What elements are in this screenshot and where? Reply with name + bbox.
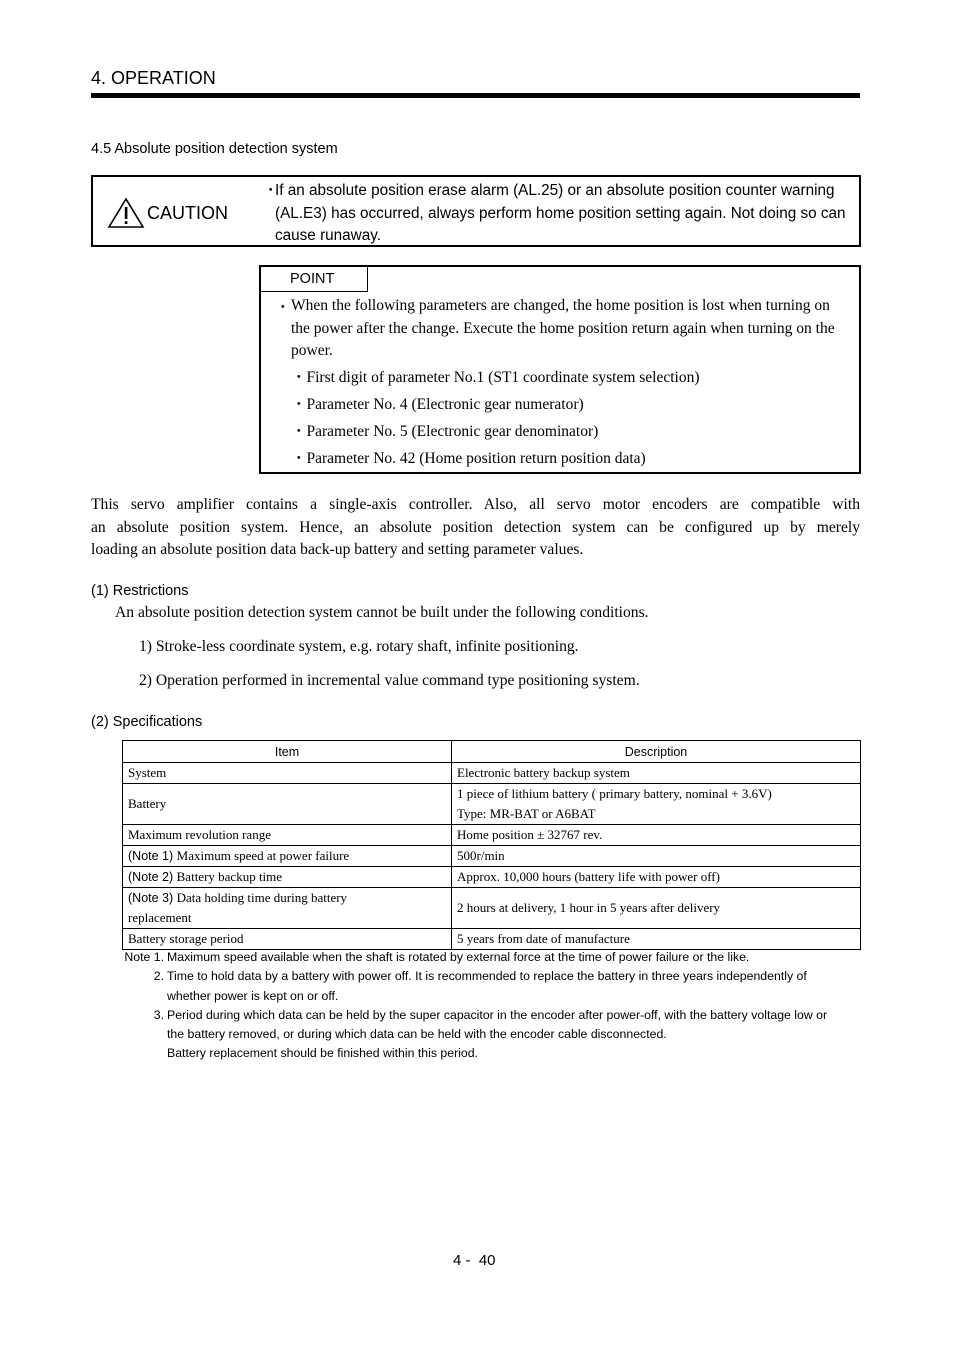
table-notes: [124, 948, 864, 1064]
description-cell: [452, 929, 861, 950]
note-item: [124, 948, 864, 967]
note-text: Time to hold data by a battery with power off. It is recommended to replace the battery in three years independently of: [167, 969, 807, 984]
description-text: 500r/min: [457, 848, 505, 863]
page-number: 4 - 40: [453, 1252, 496, 1269]
note-text: Battery replacement should be finished within this period.: [167, 1046, 479, 1061]
table-row: [123, 888, 861, 929]
description-text: Home position ± 32767 rev.: [457, 827, 603, 842]
item-text: Battery storage period: [128, 931, 244, 946]
note-number: 2.: [153, 969, 164, 984]
item-text: Maximum speed at power failure: [176, 848, 350, 863]
note-text: whether power is kept on or off.: [167, 988, 339, 1003]
note-reference: (Note 1): [128, 849, 177, 863]
item-text: Battery backup time: [176, 869, 283, 884]
item-cell: [123, 784, 452, 825]
description-text: 1 piece of lithium battery ( primary battery, nominal + 3.6V): [457, 786, 772, 801]
caution-bullet: ・: [263, 182, 279, 199]
chapter-rule: [91, 93, 860, 98]
table-row: [123, 825, 861, 846]
point-label: POINT: [290, 271, 335, 287]
point-item: ・Parameter No. 5 (Electronic gear denominator): [291, 423, 599, 440]
caution-label: CAUTION: [147, 202, 228, 223]
note-text: Period during which data can be held by the super capacitor in the encoder after power-off, with the battery voltage low or: [167, 1007, 828, 1022]
chapter-title: 4. OPERATION: [91, 68, 216, 88]
item-cell: [123, 867, 452, 888]
note-text: Maximum speed available when the shaft is rotated by external force at the time of power failure or the like.: [167, 950, 750, 964]
point-item: ・First digit of parameter No.1 (ST1 coordinate system selection): [291, 369, 700, 386]
item-cell: [123, 825, 452, 846]
description-text: Approx. 10,000 hours (battery life with power off): [457, 869, 720, 884]
note-reference: (Note 2): [128, 870, 177, 884]
restrictions-intro: An absolute position detection system cannot be built under the following conditions.: [115, 604, 649, 621]
item-cell: [123, 929, 452, 950]
item-cell: [123, 846, 452, 867]
description-text: 2 hours at delivery, 1 hour in 5 years after delivery: [457, 900, 721, 915]
item-text: replacement: [128, 910, 192, 925]
table-row: [123, 784, 861, 825]
column-header-description: Description: [452, 741, 861, 763]
description-text: Electronic battery backup system: [457, 765, 630, 780]
warning-triangle-icon: [107, 197, 145, 229]
description-cell: [452, 846, 861, 867]
description-cell: [452, 825, 861, 846]
restriction-item: 2) Operation performed in incremental value command type positioning system.: [139, 672, 640, 689]
point-tab: [261, 267, 368, 292]
restriction-item: 1) Stroke-less coordinate system, e.g. rotary shaft, infinite positioning.: [139, 638, 579, 655]
intro-paragraph: [91, 494, 860, 562]
point-text: When the following parameters are changed, the home position is lost when turning on the power after the change. Execute the home position return again when turning on the power.: [291, 297, 835, 359]
point-box: [259, 265, 861, 474]
point-bullet: ・: [275, 299, 291, 316]
table-row: [123, 929, 861, 950]
caution-box: [91, 175, 861, 247]
table-header-row: [123, 741, 861, 763]
note-text: the battery removed, or during which data can be held with the encoder cable disconnected.: [167, 1027, 667, 1042]
item-text: Maximum revolution range: [128, 827, 271, 842]
note-number: 3.: [153, 1007, 164, 1022]
table-row: [123, 867, 861, 888]
intro-line: This servo amplifier contains a single-axis controller. Also, all servo motor encoders are compatible with: [91, 496, 860, 513]
caution-text: [263, 180, 853, 248]
description-text: Type: MR-BAT or A6BAT: [457, 806, 596, 821]
note-number: Note 1.: [124, 950, 164, 964]
note-reference: (Note 3): [128, 891, 177, 905]
section-heading: 4.5 Absolute position detection system: [91, 141, 338, 157]
restrictions-heading: (1) Restrictions: [91, 583, 189, 599]
intro-line: loading an absolute position data back-up battery and setting parameter values.: [91, 541, 584, 558]
description-cell: [452, 784, 861, 825]
specifications-heading: (2) Specifications: [91, 714, 203, 730]
table-row: [123, 763, 861, 784]
description-cell: [452, 867, 861, 888]
item-cell: [123, 763, 452, 784]
note-item: [124, 967, 864, 1006]
note-item: [124, 1006, 864, 1064]
table-row: [123, 846, 861, 867]
item-text: Data holding time during battery: [176, 890, 348, 905]
item-cell: [123, 888, 452, 929]
point-item: ・Parameter No. 4 (Electronic gear numerator): [291, 396, 584, 413]
intro-line: an absolute position system. Hence, an absolute position detection system can be configured up by merely: [91, 518, 860, 536]
caution-label-group: [107, 197, 228, 229]
item-text: System: [128, 765, 167, 780]
description-cell: [452, 763, 861, 784]
column-header-item: Item: [123, 741, 452, 763]
caution-message: If an absolute position erase alarm (AL.25) or an absolute position counter warning (AL.E3) has occurred, always perform home position setting again. Not doing so can cause runaway.: [275, 182, 846, 244]
item-text: Battery: [128, 796, 167, 811]
specifications-table: [122, 740, 861, 950]
point-item: ・Parameter No. 42 (Home position return position data): [291, 450, 646, 467]
description-text: 5 years from date of manufacture: [457, 931, 630, 946]
description-cell: [452, 888, 861, 929]
